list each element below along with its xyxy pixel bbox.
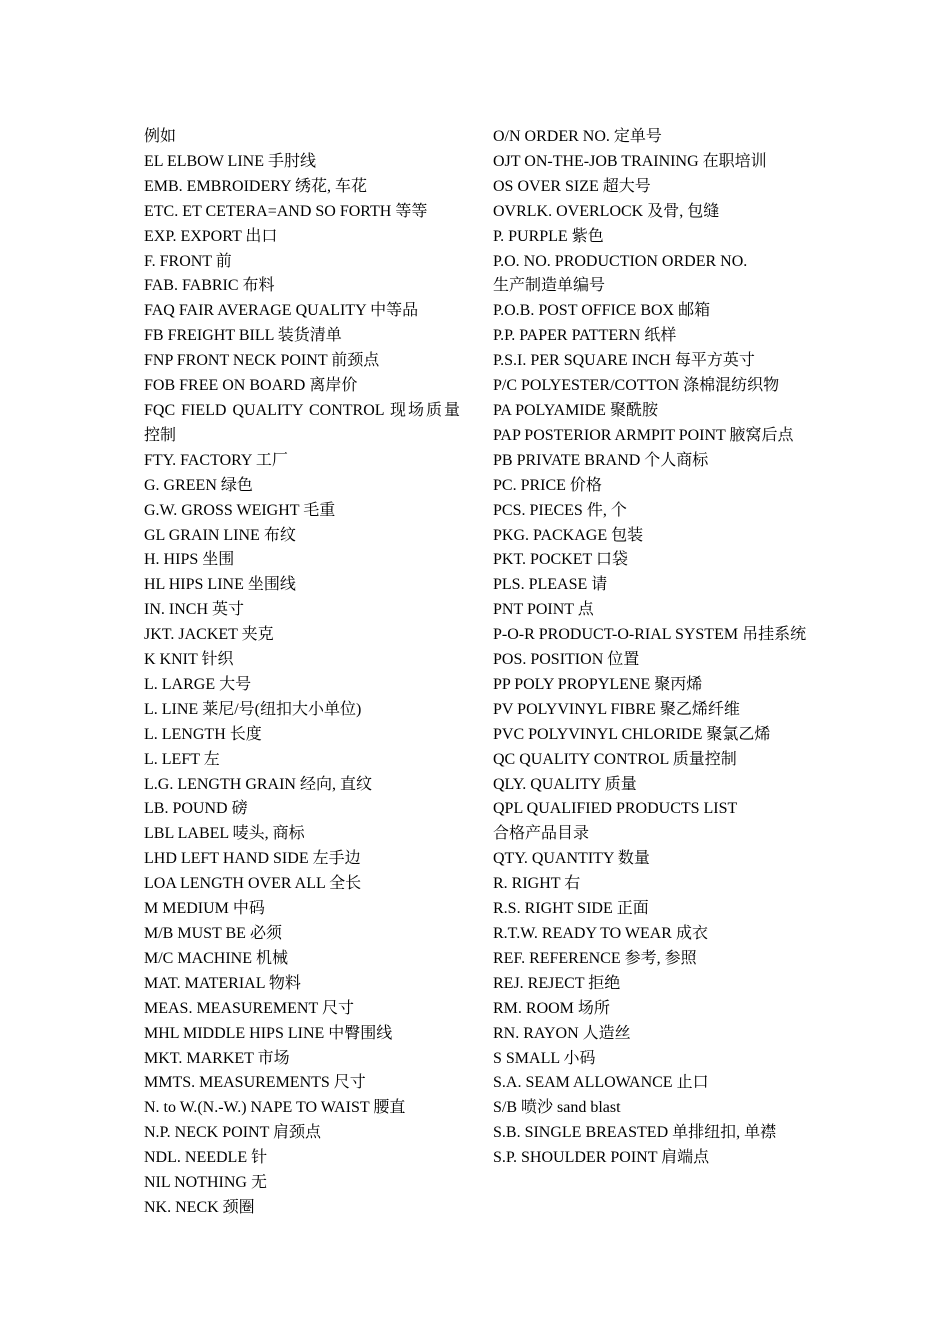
glossary-entry: PV POLYVINYL FIBRE 聚乙烯纤维 (493, 700, 740, 718)
glossary-entry: N.P. NECK POINT 肩颈点 (144, 1124, 322, 1142)
glossary-entry: FOB FREE ON BOARD 离岸价 (144, 377, 358, 395)
glossary-entry: EXP. EXPORT 出口 (144, 227, 278, 245)
glossary-entry: EMB. EMBROIDERY 绣花, 车花 (144, 177, 367, 195)
glossary-entry: S.B. SINGLE BREASTED 单排纽扣, 单襟 (493, 1124, 777, 1142)
glossary-entry: L. LARGE 大号 (144, 675, 252, 693)
glossary-entry: GL GRAIN LINE 布纹 (144, 526, 296, 544)
glossary-entry: RN. RAYON 人造丝 (493, 1024, 631, 1042)
glossary-entry: S.P. SHOULDER POINT 肩端点 (493, 1149, 710, 1167)
glossary-entry: 生产制造单编号 (493, 277, 606, 295)
glossary-entry: LB. POUND 磅 (144, 800, 248, 818)
glossary-entry: POS. POSITION 位置 (493, 651, 640, 669)
glossary-entry: REF. REFERENCE 参考, 参照 (493, 949, 697, 967)
glossary-entry: H. HIPS 坐围 (144, 551, 235, 569)
glossary-entry: MHL MIDDLE HIPS LINE 中臀围线 (144, 1024, 393, 1042)
glossary-entry: MEAS. MEASUREMENT 尺寸 (144, 999, 354, 1017)
glossary-entry: PVC POLYVINYL CHLORIDE 聚氯乙烯 (493, 725, 771, 743)
left-column (144, 125, 460, 1221)
glossary-entry: PB PRIVATE BRAND 个人商标 (493, 451, 709, 469)
glossary-entry: P.S.I. PER SQUARE INCH 每平方英寸 (493, 352, 755, 370)
glossary-entry: PP POLY PROPYLENE 聚丙烯 (493, 675, 703, 693)
glossary-entry: 例如 (144, 128, 177, 145)
glossary-entry: IN. INCH 英寸 (144, 601, 244, 619)
glossary-entry: FTY. FACTORY 工厂 (144, 451, 288, 469)
glossary-entry: ETC. ET CETERA=AND SO FORTH 等等 (144, 202, 428, 220)
glossary-entry: PAP POSTERIOR ARMPIT POINT 腋窝后点 (493, 426, 794, 444)
glossary-entry: R. RIGHT 右 (493, 875, 581, 893)
glossary-entry: S SMALL 小码 (493, 1049, 596, 1067)
glossary-entry: FAQ FAIR AVERAGE QUALITY 中等品 (144, 302, 419, 320)
glossary-entry: HL HIPS LINE 坐围线 (144, 576, 296, 594)
glossary-entry: QPL QUALIFIED PRODUCTS LIST (493, 800, 738, 818)
glossary-entry: R.S. RIGHT SIDE 正面 (493, 900, 649, 918)
glossary-entry: FQC FIELD QUALITY CONTROL 现场质量控制 (144, 401, 460, 444)
glossary-entry: M/B MUST BE 必须 (144, 925, 282, 942)
glossary-entry: OVRLK. OVERLOCK 及骨, 包缝 (493, 202, 720, 220)
glossary-entry: LOA LENGTH OVER ALL 全长 (144, 875, 362, 893)
glossary-entry: REJ. REJECT 拒绝 (493, 974, 621, 992)
glossary-entry: L. LEFT 左 (144, 750, 220, 768)
glossary-entry: EL ELBOW LINE 手肘线 (144, 152, 316, 170)
glossary-entry: O/N ORDER NO. 定单号 (493, 128, 662, 145)
glossary-entry: PNT POINT 点 (493, 601, 594, 619)
glossary-entry: NK. NECK 颈圈 (144, 1198, 255, 1216)
glossary-entry: PC. PRICE 价格 (493, 476, 602, 494)
glossary-entry: K KNIT 针织 (144, 651, 234, 669)
glossary-entry: M MEDIUM 中码 (144, 900, 265, 918)
glossary-entry: PLS. PLEASE 请 (493, 576, 608, 594)
glossary-entry: MAT. MATERIAL 物料 (144, 974, 301, 992)
glossary-entry: FAB. FABRIC 布料 (144, 277, 275, 295)
glossary-entry: FB FREIGHT BILL 装货清单 (144, 327, 342, 345)
glossary-entry: L.G. LENGTH GRAIN 经向, 直纹 (144, 775, 372, 793)
glossary-entry: P.P. PAPER PATTERN 纸样 (493, 327, 677, 345)
glossary-entry: P/C POLYESTER/COTTON 涤棉混纺织物 (493, 377, 780, 395)
glossary-entry: G.W. GROSS WEIGHT 毛重 (144, 501, 336, 519)
glossary-entry: N. to W.(N.-W.) NAPE TO WAIST 腰直 (144, 1099, 406, 1117)
glossary-entry: LHD LEFT HAND SIDE 左手边 (144, 850, 361, 868)
glossary-entry: M/C MACHINE 机械 (144, 949, 289, 967)
glossary-entry: OJT ON-THE-JOB TRAINING 在职培训 (493, 152, 767, 170)
glossary-entry: L. LENGTH 长度 (144, 725, 262, 743)
glossary-entry: PKG. PACKAGE 包装 (493, 526, 644, 544)
glossary-entry: S/B 喷沙 sand blast (493, 1099, 621, 1117)
glossary-entry: FNP FRONT NECK POINT 前颈点 (144, 352, 380, 370)
glossary-entry: F. FRONT 前 (144, 252, 232, 270)
glossary-entry: P.O.B. POST OFFICE BOX 邮箱 (493, 302, 711, 320)
glossary-entry: QC QUALITY CONTROL 质量控制 (493, 750, 737, 768)
glossary-entry: R.T.W. READY TO WEAR 成衣 (493, 925, 708, 942)
glossary-entry: NDL. NEEDLE 针 (144, 1149, 268, 1167)
glossary-entry: NIL NOTHING 无 (144, 1174, 267, 1192)
glossary-entry: 合格产品目录 (493, 825, 590, 843)
glossary-entry: LBL LABEL 唛头, 商标 (144, 825, 305, 843)
right-column (493, 125, 809, 1171)
glossary-entry: RM. ROOM 场所 (493, 999, 610, 1017)
glossary-entry: JKT. JACKET 夹克 (144, 626, 274, 644)
glossary-entry: PKT. POCKET 口袋 (493, 551, 628, 569)
glossary-entry: PA POLYAMIDE 聚酰胺 (493, 401, 658, 419)
glossary-entry: P. PURPLE 紫色 (493, 227, 604, 245)
glossary-entry: S.A. SEAM ALLOWANCE 止口 (493, 1074, 709, 1092)
glossary-entry: P.O. NO. PRODUCTION ORDER NO. (493, 252, 748, 270)
glossary-entry: L. LINE 莱尼/号(纽扣大小单位) (144, 700, 362, 718)
glossary-entry: P-O-R PRODUCT-O-RIAL SYSTEM 吊挂系统 (493, 626, 807, 644)
glossary-entry: MMTS. MEASUREMENTS 尺寸 (144, 1074, 366, 1092)
glossary-entry: MKT. MARKET 市场 (144, 1049, 290, 1067)
glossary-entry: PCS. PIECES 件, 个 (493, 501, 627, 519)
glossary-entry: OS OVER SIZE 超大号 (493, 177, 651, 195)
glossary-entry: QTY. QUANTITY 数量 (493, 850, 650, 868)
glossary-entry: G. GREEN 绿色 (144, 476, 253, 494)
glossary-entry: QLY. QUALITY 质量 (493, 775, 637, 793)
